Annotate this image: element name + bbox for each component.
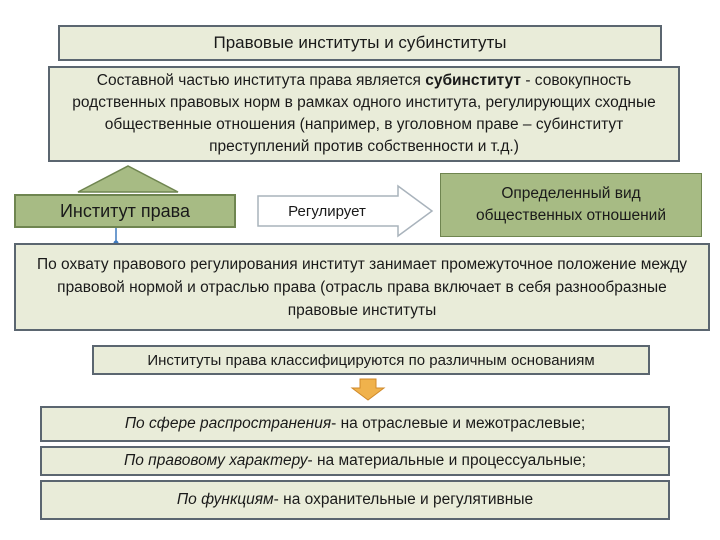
criterion-box	[40, 480, 670, 520]
classification-text: Институты права классифицируются по различным основаниям	[147, 351, 595, 369]
criterion-basis: По сфере распространения	[124, 415, 332, 432]
institute-label: Институт права	[59, 200, 190, 221]
institute-box	[14, 194, 236, 228]
criterion-box	[40, 446, 670, 476]
definition-prefix: Составной частью института права является	[96, 72, 426, 89]
criterion-basis: По функциям	[176, 491, 274, 508]
scope-box	[14, 243, 710, 331]
page-title: Правовые институты и субинституты	[213, 33, 507, 52]
triangle-shape	[78, 166, 178, 192]
regulates-label: Регулирует	[288, 202, 366, 220]
definition-suffix: - совокупность родственных правовых норм в рамках одного института, регулирующих сходные общественные отношения (например, в уголовном праве – субинститут преступлений против собственности и т.д.)	[72, 72, 656, 155]
down-arrow-icon	[352, 379, 384, 400]
criterion-basis: По правовому характеру	[124, 452, 308, 469]
criterion-rest: - на отраслевые и межотраслевые;	[331, 415, 586, 432]
criterion-box	[40, 406, 670, 442]
criterion-rest: - на материальные и процессуальные;	[307, 452, 586, 469]
classification-box	[92, 345, 650, 375]
criterion-rest: - на охранительные и регулятивные	[273, 491, 534, 508]
relation-label: Определенный вид общественных отношений	[475, 185, 667, 224]
criterion-text	[125, 415, 585, 433]
scope-text: По охвату правового регулирования институт занимает промежуточное положение между правовой нормой и отраслью права (отрасль права включает в себя разнообразные правовые институты	[36, 255, 688, 319]
criterion-text	[124, 452, 586, 470]
relation-box	[440, 173, 702, 237]
criterion-text	[177, 491, 533, 509]
definition-term: субинститут	[425, 72, 522, 89]
